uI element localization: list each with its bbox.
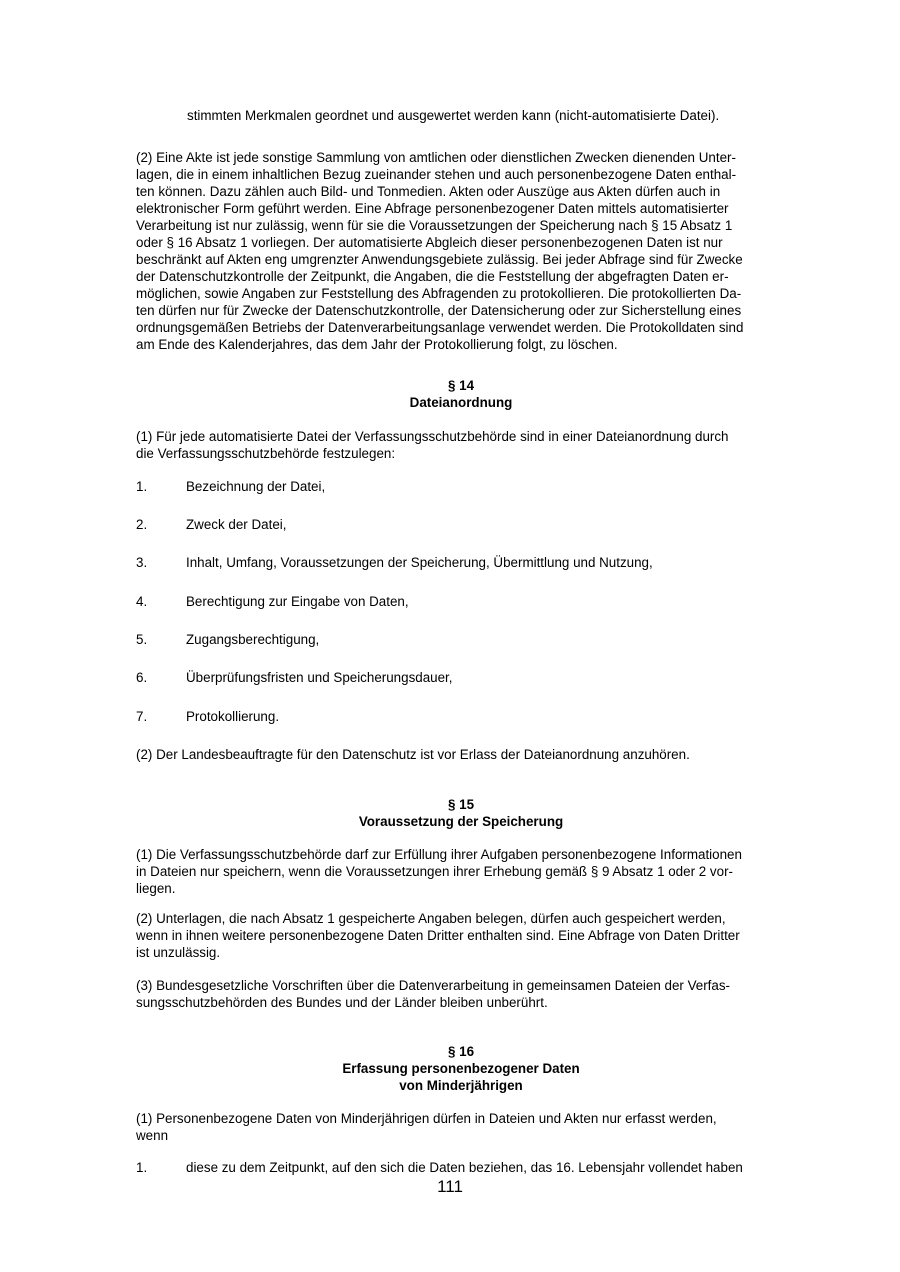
text-line: wenn in ihnen weitere personenbezogene Daten Dritter enthalten sind. Eine Abfrage von Daten Dritter <box>136 928 740 943</box>
section-14-paragraph-1 <box>136 428 786 462</box>
text-line: (2) Eine Akte ist jede sonstige Sammlung von amtlichen oder dienstlichen Zwecken dienenden Unter- <box>136 150 736 165</box>
section-16-paragraph-1 <box>136 1110 786 1144</box>
text-line: ten können. Dazu zählen auch Bild- und Tonmedien. Akten oder Auszüge aus Akten dürfen auch in <box>136 184 721 199</box>
list-number: 4. <box>136 594 148 609</box>
text-line: wenn <box>136 1128 169 1143</box>
list-text: Zweck der Datei, <box>186 517 287 532</box>
list-number: 7. <box>136 709 148 724</box>
list-text: Berechtigung zur Eingabe von Daten, <box>186 594 409 609</box>
section-number: § 16 <box>447 1044 475 1059</box>
text-line: ordnungsgemäßen Betriebs der Datenverarbeitungsanlage verwendet werden. Die Protokolldaten sind <box>136 320 744 335</box>
section-15-paragraph-1 <box>136 846 786 897</box>
section-number: § 14 <box>447 378 475 393</box>
list-number: 1. <box>136 1160 148 1175</box>
list-number: 1. <box>136 479 148 494</box>
page-number: 111 <box>437 1177 463 1196</box>
section-title: von Minderjährigen <box>399 1078 523 1093</box>
text-line: (1) Für jede automatisierte Datei der Verfassungsschutzbehörde sind in einer Dateianordnung durch <box>136 429 729 444</box>
text-line: (1) Personenbezogene Daten von Minderjährigen dürfen in Dateien und Akten nur erfasst werden, <box>136 1111 717 1126</box>
text-line: Verarbeitung ist nur zulässig, wenn für sie die Voraussetzungen der Speicherung nach § 15 Absatz 1 <box>136 218 733 233</box>
paragraph-13-2 <box>136 149 786 353</box>
list-number: 6. <box>136 670 148 685</box>
text-line: am Ende des Kalenderjahres, das dem Jahr der Protokollierung folgt, zu löschen. <box>136 337 618 352</box>
list-text: Inhalt, Umfang, Voraussetzungen der Speicherung, Übermittlung und Nutzung, <box>186 555 653 570</box>
text-line: beschränkt auf Akten eng umgrenzter Anwendungsgebiete zulässig. Bei jeder Abfrage sind für Zwecke <box>136 252 743 267</box>
section-14-heading <box>136 377 786 411</box>
text-line: ten dürfen nur für Zwecke der Datenschutzkontrolle, der Datensicherung oder zur Sicherstellung eines <box>136 303 742 318</box>
text-line: liegen. <box>136 881 176 896</box>
section-14-paragraph-2: (2) Der Landesbeauftragte für den Datenschutz ist vor Erlass der Dateianordnung anzuhören. <box>136 747 690 762</box>
list-number: 2. <box>136 517 148 532</box>
text-line: sungsschutzbehörden des Bundes und der Länder bleiben unberührt. <box>136 995 548 1010</box>
section-15-paragraph-3 <box>136 977 786 1011</box>
text-line: lagen, die in einem inhaltlichen Bezug zueinander stehen und auch personenbezogene Daten enthal- <box>136 167 737 182</box>
list-text: Überprüfungsfristen und Speicherungsdauer, <box>186 670 453 685</box>
list-text: Zugangsberechtigung, <box>186 632 320 647</box>
text-line: der Datenschutzkontrolle der Zeitpunkt, die Angaben, die die Feststellung der abgefragten Daten er- <box>136 269 729 284</box>
continuation-line: stimmten Merkmalen geordnet und ausgewertet werden kann (nicht-automatisierte Datei). <box>187 108 720 123</box>
section-15-paragraph-2 <box>136 910 786 961</box>
list-text: Bezeichnung der Datei, <box>186 479 326 494</box>
section-title: Erfassung personenbezogener Daten <box>342 1061 580 1076</box>
text-line: (1) Die Verfassungsschutzbehörde darf zur Erfüllung ihrer Aufgaben personenbezogene Informationen <box>136 847 742 862</box>
list-text: Protokollierung. <box>186 709 280 724</box>
text-line: möglichen, sowie Angaben zur Feststellung des Abfragenden zu protokollieren. Die protokollierten Da- <box>136 286 742 301</box>
text-line: elektronischer Form geführt werden. Eine Abfrage personenbezogener Daten mittels automatisierter <box>136 201 729 216</box>
section-15-heading <box>136 796 786 830</box>
text-line: ist unzulässig. <box>136 945 221 960</box>
text-line: (3) Bundesgesetzliche Vorschriften über die Datenverarbeitung in gemeinsamen Dateien der Verfas- <box>136 978 730 993</box>
text-line: in Dateien nur speichern, wenn die Voraussetzungen ihrer Erhebung gemäß § 9 Absatz 1 oder 2 vor- <box>136 864 733 879</box>
list-number: 3. <box>136 555 148 570</box>
list-text: diese zu dem Zeitpunkt, auf den sich die Daten beziehen, das 16. Lebensjahr vollendet haben <box>186 1160 743 1175</box>
section-number: § 15 <box>447 797 475 812</box>
section-16-heading <box>136 1043 786 1094</box>
text-line: die Verfassungsschutzbehörde festzulegen: <box>136 446 396 461</box>
section-title: Dateianordnung <box>409 395 513 410</box>
section-title: Voraussetzung der Speicherung <box>358 814 564 829</box>
text-line: (2) Unterlagen, die nach Absatz 1 gespeicherte Angaben belegen, dürfen auch gespeichert werden, <box>136 911 726 926</box>
text-line: oder § 16 Absatz 1 vorliegen. Der automatisierte Abgleich dieser personenbezogenen Daten ist nur <box>136 235 723 250</box>
list-number: 5. <box>136 632 148 647</box>
